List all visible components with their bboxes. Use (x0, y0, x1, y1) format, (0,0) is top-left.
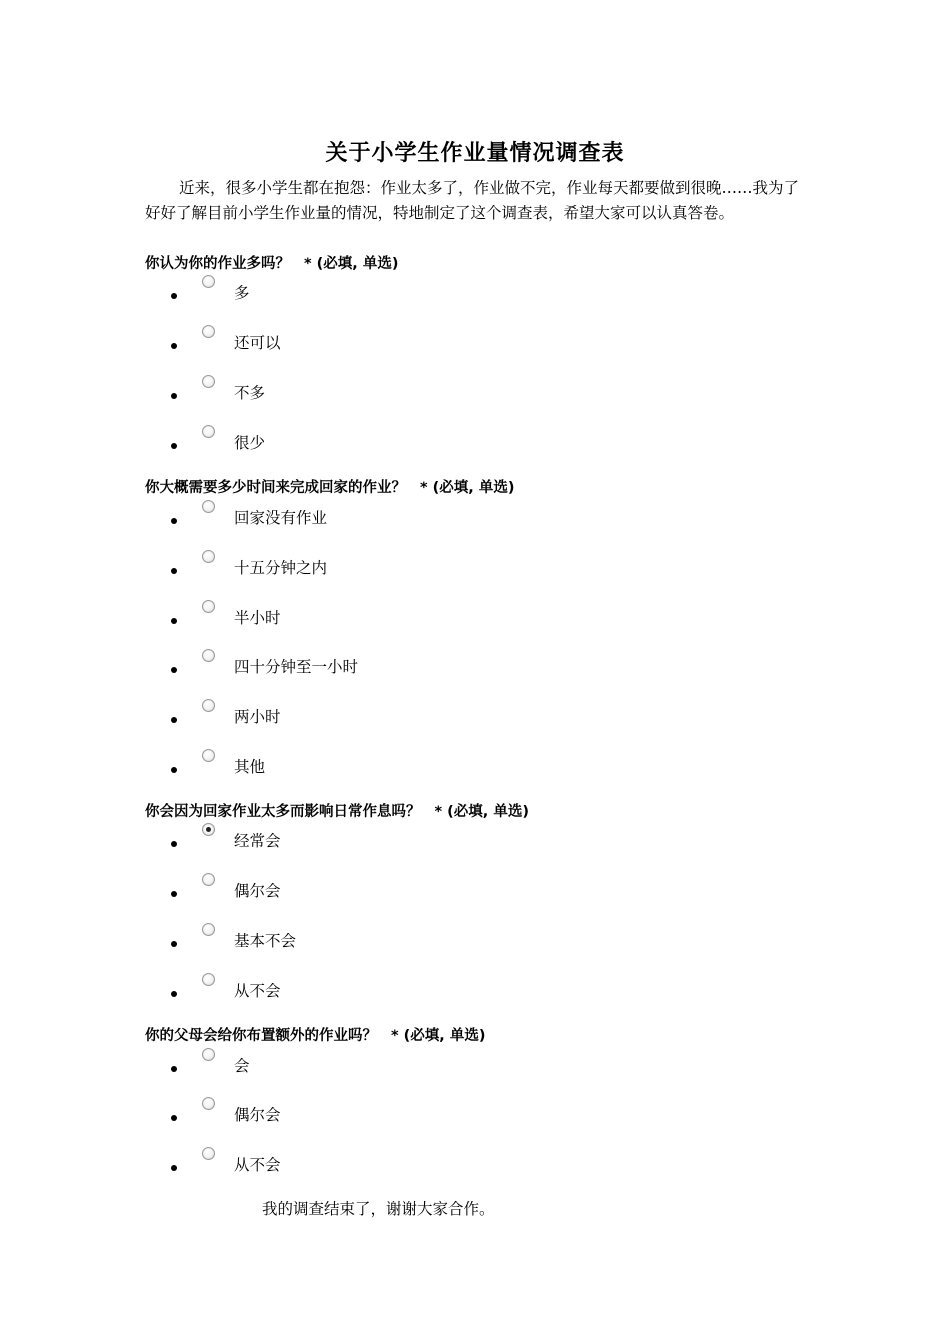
bullet-icon (171, 1115, 177, 1121)
page-title: 关于小学生作业量情况调查表 (325, 141, 625, 166)
radio-button[interactable] (202, 1048, 215, 1061)
bullet-icon (171, 518, 177, 524)
option-label: 不多 (234, 384, 266, 402)
option-q3-1[interactable] (0, 833, 600, 859)
bullet-icon (171, 1066, 177, 1072)
bullet-icon (171, 991, 177, 997)
question-text: 你的父母会给你布置额外的作业吗？ (145, 1028, 377, 1044)
radio-button[interactable] (202, 550, 215, 563)
option-q1-2[interactable] (0, 335, 600, 361)
option-label: 多 (234, 284, 250, 302)
radio-button[interactable] (202, 823, 215, 836)
bullet-icon (171, 717, 177, 723)
option-q2-5[interactable] (0, 709, 600, 735)
question-text: 你会因为回家作业太多而影响日常作息吗？ (145, 804, 421, 820)
option-q2-3[interactable] (0, 610, 600, 636)
option-q3-3[interactable] (0, 933, 600, 959)
option-label: 很少 (234, 434, 266, 452)
bullet-icon (171, 393, 177, 399)
closing-text: 我的调查结束了，谢谢大家合作。 (262, 1200, 495, 1218)
option-q3-4[interactable] (0, 983, 600, 1009)
option-q4-2[interactable] (0, 1107, 600, 1133)
option-label: 其他 (234, 758, 266, 776)
bullet-icon (171, 618, 177, 624)
radio-button[interactable] (202, 1147, 215, 1160)
radio-button[interactable] (202, 500, 215, 513)
option-label: 半小时 (234, 609, 281, 627)
bullet-icon (171, 841, 177, 847)
option-q4-3[interactable] (0, 1157, 600, 1183)
question-1 (145, 252, 398, 273)
required-note: * (必填, 单选) (304, 256, 399, 272)
option-q3-2[interactable] (0, 883, 600, 909)
bullet-icon (171, 1165, 177, 1171)
option-q1-4[interactable] (0, 435, 600, 461)
option-q1-1[interactable] (0, 285, 600, 311)
radio-button[interactable] (202, 649, 215, 662)
bullet-icon (171, 891, 177, 897)
option-q2-2[interactable] (0, 560, 600, 586)
question-text: 你大概需要多少时间来完成回家的作业？ (145, 480, 406, 496)
option-label: 两小时 (234, 708, 281, 726)
radio-button[interactable] (202, 325, 215, 338)
required-note: * (必填, 单选) (420, 480, 515, 496)
question-text: 你认为你的作业多吗？ (145, 256, 290, 272)
option-label: 回家没有作业 (234, 509, 328, 527)
intro-paragraph: 近来，很多小学生都在抱怨：作业太多了，作业做不完，作业每天都要做到很晚……我为了好好了解目前小学生作业量的情况，特地制定了这个调查表，希望大家可以认真答卷。 (145, 179, 800, 222)
bullet-icon (171, 667, 177, 673)
option-label: 四十分钟至一小时 (234, 658, 359, 676)
bullet-icon (171, 343, 177, 349)
radio-button[interactable] (202, 873, 215, 886)
radio-button[interactable] (202, 275, 215, 288)
option-label: 基本不会 (234, 932, 297, 950)
option-q2-6[interactable] (0, 759, 600, 785)
radio-button[interactable] (202, 973, 215, 986)
option-label: 偶尔会 (234, 882, 281, 900)
option-label: 会 (234, 1057, 250, 1075)
option-label: 还可以 (234, 334, 281, 352)
required-note: * (必填, 单选) (434, 804, 529, 820)
question-2 (145, 476, 514, 497)
question-3 (145, 800, 529, 821)
question-4 (145, 1024, 485, 1045)
option-q4-1[interactable] (0, 1058, 600, 1084)
required-note: * (必填, 单选) (391, 1028, 486, 1044)
bullet-icon (171, 443, 177, 449)
option-label: 偶尔会 (234, 1106, 281, 1124)
option-label: 经常会 (234, 832, 281, 850)
option-q2-1[interactable] (0, 510, 600, 536)
bullet-icon (171, 941, 177, 947)
option-label: 从不会 (234, 982, 281, 1000)
radio-button[interactable] (202, 425, 215, 438)
bullet-icon (171, 293, 177, 299)
radio-button[interactable] (202, 923, 215, 936)
option-q2-4[interactable] (0, 659, 600, 685)
bullet-icon (171, 767, 177, 773)
radio-button[interactable] (202, 749, 215, 762)
radio-button[interactable] (202, 699, 215, 712)
option-label: 从不会 (234, 1156, 281, 1174)
radio-button[interactable] (202, 1097, 215, 1110)
option-label: 十五分钟之内 (234, 559, 328, 577)
radio-button[interactable] (202, 600, 215, 613)
bullet-icon (171, 568, 177, 574)
radio-button[interactable] (202, 375, 215, 388)
option-q1-3[interactable] (0, 385, 600, 411)
